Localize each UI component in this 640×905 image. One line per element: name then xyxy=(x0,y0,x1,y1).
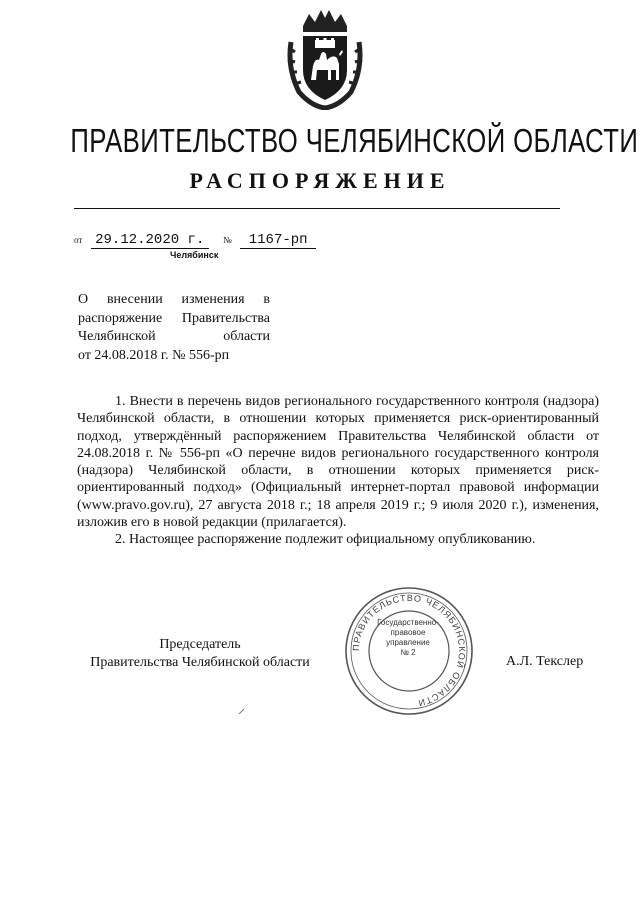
seal-inner-text xyxy=(372,618,444,658)
government-title: ПРАВИТЕЛЬСТВО ЧЕЛЯБИНСКОЙ ОБЛАСТИ xyxy=(70,122,639,159)
header-divider xyxy=(74,208,560,209)
subject-line: от 24.08.2018 г. № 556-рп xyxy=(78,347,230,363)
body-paragraph-1: 1. Внести в перечень видов регионального государственного контроля (надзора) Челябинской области, в отношении которых применяется риск-ориентированный подход, утверждённый распоряжением Правительства Челябинской области от 24.08.2018 г. № 556-рп «О перечне видов регионального государственного контроля (надзора) Челябинской области, в отношении которых применяется риск-ориентированный подход» (Официальный интернет-портал правовой информации (www.pravo.gov.ru), 27 августа 2018 г.; 18 апреля 2019 г.; 9 июля 2020 г.), изменения, изложив его в новой редакции (прилагается). xyxy=(77,394,599,531)
document-subject xyxy=(78,291,270,365)
document-date: 29.12.2020 г. xyxy=(91,232,209,249)
subject-line: распоряжение Правительства xyxy=(78,310,270,326)
body-paragraph-2: 2. Настоящее распоряжение подлежит официальному опубликованию. xyxy=(115,532,536,548)
number-prefix: № xyxy=(223,235,232,245)
coat-of-arms-icon xyxy=(285,8,365,110)
seal-line: Государственно- xyxy=(377,618,439,627)
document-type-heading: РАСПОРЯЖЕНИЕ xyxy=(189,168,451,193)
registration-line xyxy=(74,232,316,249)
document-body xyxy=(77,393,599,549)
city-label: Челябинск xyxy=(170,250,219,260)
position-line: Правительства Челябинской области xyxy=(90,654,310,670)
signatory-name: А.Л. Текслер xyxy=(506,654,584,669)
subject-line: Челябинской области xyxy=(78,329,270,344)
date-prefix: от xyxy=(74,235,83,245)
seal-line: правовое xyxy=(390,628,426,637)
signatory-position xyxy=(80,636,320,671)
pen-mark xyxy=(238,707,246,715)
document-number: 1167-рп xyxy=(240,232,316,249)
position-line: Председатель xyxy=(159,637,241,652)
seal-ring-text: ПРАВИТЕЛЬСТВО ЧЕЛЯБИНСКОЙ ОБЛАСТИ xyxy=(350,592,468,709)
subject-line: О внесении изменения в xyxy=(78,292,270,307)
seal-line: № 2 xyxy=(400,648,416,657)
seal-line: управление xyxy=(386,638,430,647)
